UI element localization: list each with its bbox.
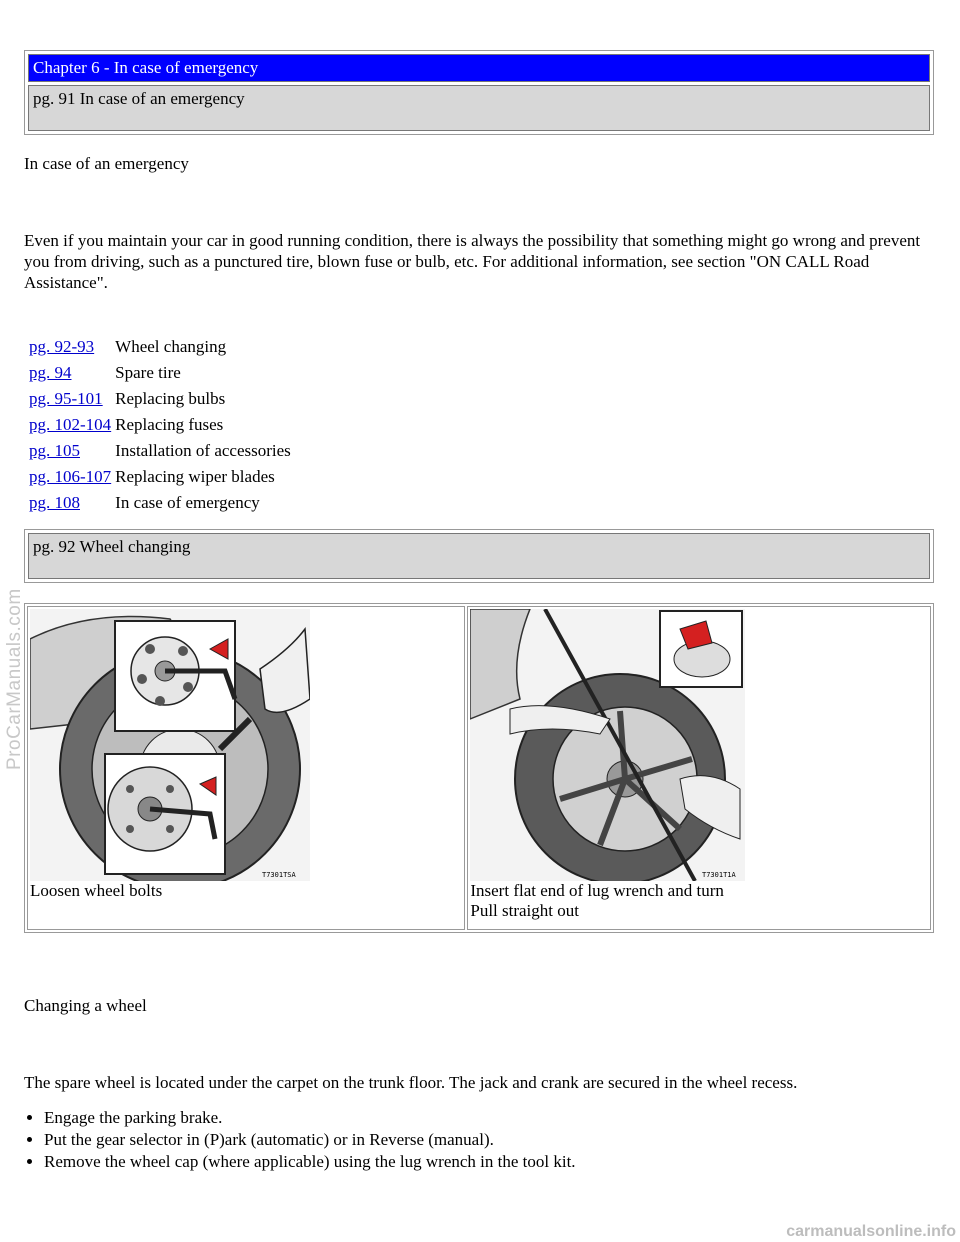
figure-caption: Insert flat end of lug wrench and turn <box>470 881 724 900</box>
index-topic: Wheel changing <box>115 337 227 356</box>
figure-caption: Loosen wheel bolts <box>30 881 163 900</box>
chapter-title: Chapter 6 - In case of emergency <box>28 54 930 82</box>
body-heading: Changing a wheel <box>24 996 147 1015</box>
index-topic: Replacing bulbs <box>115 389 226 408</box>
index-row <box>28 465 292 491</box>
document-page <box>24 50 934 1173</box>
page-index <box>26 335 294 517</box>
figure-code: T7301T1A <box>702 871 737 879</box>
index-row <box>28 413 292 439</box>
index-topic: Replacing wiper blades <box>115 467 275 486</box>
page-link[interactable]: pg. 92-93 <box>29 337 95 356</box>
list-item: • Engage the parking brake. <box>44 1107 934 1129</box>
figure-code: T7301TSA <box>262 871 296 879</box>
index-topic: Installation of accessories <box>115 441 291 460</box>
index-topic: Replacing fuses <box>115 415 224 434</box>
index-row <box>28 361 292 387</box>
figure-caption: Pull straight out <box>470 901 579 920</box>
figure-cell-left <box>27 606 465 930</box>
section-header <box>24 529 934 583</box>
body-paragraph: The spare wheel is located under the carpet on the trunk floor. The jack and crank are secured in the wheel recess. <box>24 1073 798 1092</box>
section-title: pg. 92 Wheel changing <box>28 533 930 579</box>
chapter-header <box>24 50 934 135</box>
intro-heading: In case of an emergency <box>24 154 189 173</box>
index-row <box>28 387 292 413</box>
section-title: pg. 91 In case of an emergency <box>28 85 930 131</box>
figure-cell-right <box>467 606 931 930</box>
footer-watermark: carmanualsonline.info <box>786 1223 956 1240</box>
loosen-bolts-illustration <box>30 609 310 881</box>
side-watermark: ProCarManuals.com <box>4 588 25 770</box>
page-link[interactable]: pg. 95-101 <box>29 389 103 408</box>
intro-paragraph: Even if you maintain your car in good running condition, there is always the possibility that something might go wrong and prevent you from driving, such as a punctured tire, blown fuse or bulb, etc. For additional information, see section "ON CALL Road Assistance". <box>24 231 921 292</box>
figure-table <box>24 603 934 933</box>
index-row <box>28 335 292 361</box>
index-row <box>28 491 292 517</box>
list-item: • Put the gear selector in (P)ark (automatic) or in Reverse (manual). <box>44 1129 934 1151</box>
page-link[interactable]: pg. 108 <box>29 493 80 512</box>
page-link[interactable]: pg. 102-104 <box>29 415 112 434</box>
lug-wrench-illustration <box>470 609 745 881</box>
index-row <box>28 439 292 465</box>
list-item: • Remove the wheel cap (where applicable) using the lug wrench in the tool kit. <box>44 1151 934 1173</box>
page-link[interactable]: pg. 106-107 <box>29 467 112 486</box>
page-link[interactable]: pg. 105 <box>29 441 80 460</box>
index-topic: In case of emergency <box>115 493 260 512</box>
instruction-list <box>24 1107 934 1173</box>
page-link[interactable]: pg. 94 <box>29 363 72 382</box>
index-topic: Spare tire <box>115 363 181 382</box>
